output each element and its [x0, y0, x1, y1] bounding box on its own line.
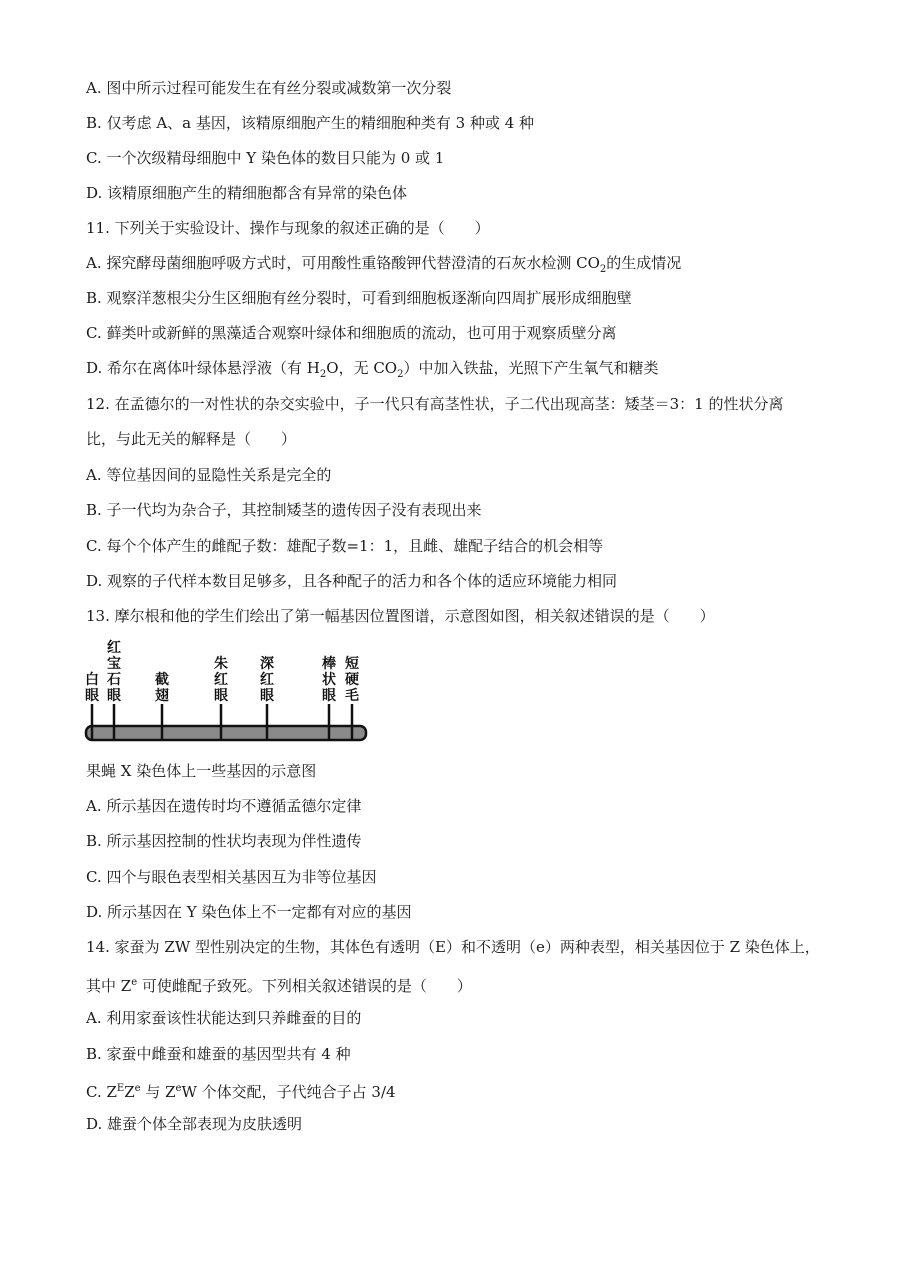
q12-option-a: A. 等位基因间的显隐性关系是完全的	[86, 466, 332, 484]
q12-stem-line-1: 12. 在孟德尔的一对性状的杂交实验中，子一代只有高茎性状，子二代出现高茎：矮茎＝3：1 的性状分离	[86, 395, 784, 413]
gene-label-char: 眼	[85, 688, 99, 704]
q10-option-c: C. 一个次级精母细胞中 Y 染色体的数目只能为 0 或 1	[86, 149, 445, 167]
q12-option-c: C. 每个个体产生的雌配子数：雄配子数=1：1，且雌、雄配子结合的机会相等	[86, 537, 604, 555]
chromosome-diagram	[82, 640, 382, 750]
q11-option-c: C. 藓类叶或新鲜的黑藻适合观察叶绿体和细胞质的流动，也可用于观察质壁分离	[86, 324, 617, 342]
x-chromosome-bar	[86, 726, 366, 740]
q13-option-b: B. 所示基因控制的性状均表现为伴性遗传	[86, 832, 362, 850]
q12-stem-line-2: 比，与此无关的解释是（ ）	[86, 430, 297, 448]
gene-label-char: 白	[85, 672, 99, 688]
gene-label-char: 宝	[107, 656, 121, 672]
gene-label-char: 短	[345, 656, 359, 672]
q12-option-d: D. 观察的子代样本数目足够多，且各种配子的活力和各个体的适应环境能力相同	[86, 572, 618, 590]
q10-option-b: B. 仅考虑 A、a 基因，该精原细胞产生的精细胞种类有 3 种或 4 种	[86, 114, 535, 132]
gene-label-char: 红	[107, 640, 121, 656]
gene-label-char: 截	[155, 672, 169, 688]
gene-label-char: 红	[214, 672, 228, 688]
gene-label-char: 眼	[107, 688, 121, 704]
q14-stem-line-1: 14. 家蚕为 ZW 型性别决定的生物，其体色有透明（E）和不透明（e）两种表型，相关基因位于 Z 染色体上，	[86, 938, 820, 956]
gene-label-char: 红	[260, 672, 274, 688]
gene-label-char: 眼	[322, 688, 336, 704]
gene-label-char: 毛	[345, 688, 359, 704]
gene-label-char: 朱	[214, 656, 228, 672]
q13-option-d: D. 所示基因在 Y 染色体上不一定都有对应的基因	[86, 903, 412, 921]
q14-option-b: B. 家蚕中雌蚕和雄蚕的基因型共有 4 种	[86, 1045, 351, 1063]
q13-stem: 13. 摩尔根和他的学生们绘出了第一幅基因位置图谱，示意图如图，相关叙述错误的是（ ）	[86, 607, 715, 625]
q13-option-c: C. 四个与眼色表型相关基因互为非等位基因	[86, 868, 377, 886]
q10-option-a: A. 图中所示过程可能发生在有丝分裂或减数第一次分裂	[86, 79, 452, 97]
q14-option-a: A. 利用家蚕该性状能达到只养雌蚕的目的	[86, 1009, 362, 1027]
q13-option-a: A. 所示基因在遗传时均不遵循孟德尔定律	[86, 797, 362, 815]
gene-label-char: 状	[322, 672, 336, 688]
chromosome-gene-map	[82, 640, 382, 750]
q11-stem: 11. 下列关于实验设计、操作与现象的叙述正确的是（ ）	[86, 219, 490, 237]
gene-label-char: 石	[107, 672, 121, 688]
q12-option-b: B. 子一代均为杂合子，其控制矮茎的遗传因子没有表现出来	[86, 501, 482, 519]
gene-label-char: 硬	[345, 672, 359, 688]
gene-label-char: 翅	[155, 688, 169, 704]
q14-option-c: C. $Z^EZ^e$ 与 $Z^eW$ 个体交配，子代纯合子占 3/4	[86, 1083, 396, 1101]
gene-label-char: 深	[260, 656, 274, 672]
q11-option-b: B. 观察洋葱根尖分生区细胞有丝分裂时，可看到细胞板逐渐向四周扩展形成细胞壁	[86, 289, 632, 307]
q11-option-a: A. 探究酵母菌细胞呼吸方式时，可用酸性重铬酸钾代替澄清的石灰水检测 $CO_2$的生成情况	[86, 254, 682, 275]
gene-label-char: 棒	[322, 656, 336, 672]
gene-label-char: 眼	[260, 688, 274, 704]
gene-label-char: 眼	[214, 688, 228, 704]
q10-option-d: D. 该精原细胞产生的精细胞都含有异常的染色体	[86, 184, 408, 202]
q14-option-d: D. 雄蚕个体全部表现为皮肤透明	[86, 1115, 303, 1133]
q11-option-d: D. 希尔在离体叶绿体悬浮液（有 $H_2O$，无 $CO_2$）中加入铁盐，光照下产生氧气和糖类	[86, 359, 659, 380]
figure-caption: 果蝇 X 染色体上一些基因的示意图	[86, 762, 317, 780]
q14-stem-line-2: 其中 $Z^e$ 可使雌配子致死。下列相关叙述错误的是（ ）	[86, 977, 472, 995]
